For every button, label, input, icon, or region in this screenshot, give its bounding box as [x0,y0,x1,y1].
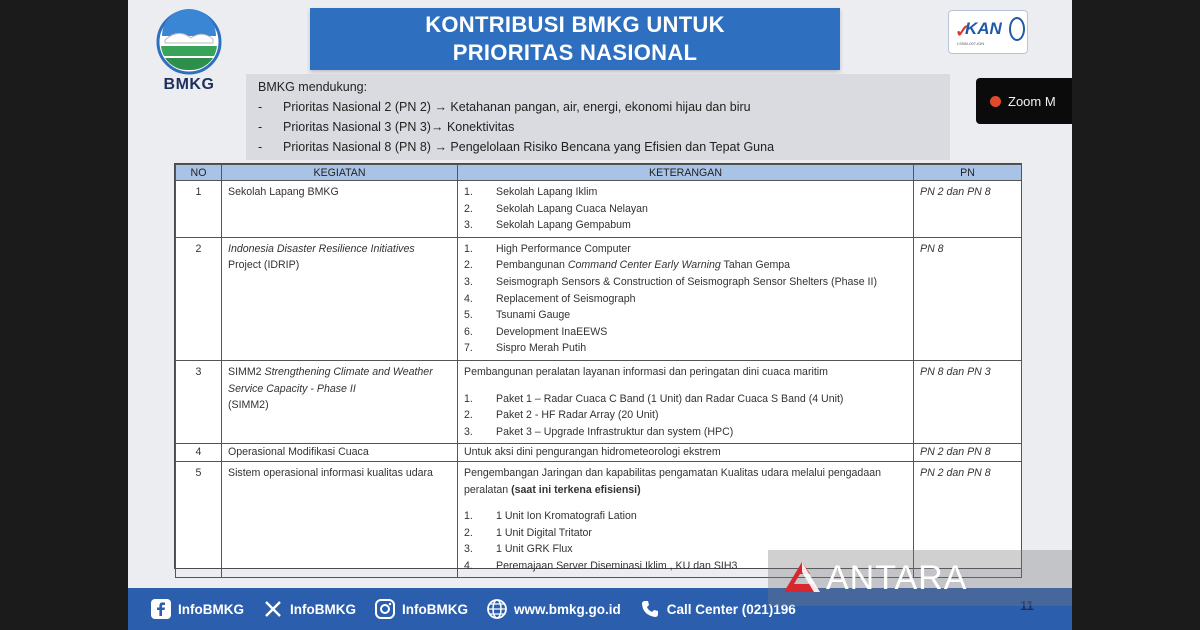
footer-facebook [150,598,244,620]
row-intro-text: Pengembangan Jaringan dan kapabilitas pengamatan Kualitas udara melalui pengadaan peralatan (saat ini terkena efisiensi) [464,466,881,496]
video-frame-right-border [1072,0,1200,630]
kan-badge-subtext: LSSM-007-IDN [957,41,985,46]
row-kegiatan: Sekolah Lapang BMKG [222,181,458,238]
x-icon [262,598,284,620]
footer-x [262,598,356,620]
list-item: 4. Peremajaan Server Diseminasi Iklim , KU dan SIH3 [464,559,738,572]
column-header-kegiatan: KEGIATAN [222,165,458,181]
kan-badge-text: KAN [965,19,1002,38]
list-item: 3. 1 Unit GRK Flux [464,543,573,556]
instagram-icon [374,598,396,620]
video-frame-left-border [0,0,128,630]
intro-item: - Prioritas Nasional 2 (PN 2) → Ketahanan pangan, air, energi, ekonomi hijau dan biru [258,100,751,114]
intro-item: - Prioritas Nasional 3 (PN 3)→ Konektivitas [258,120,515,134]
call-center-number: Call Center (021)196 [666,601,796,617]
website-url: www.bmkg.go.id [513,601,621,617]
row-pn: PN 2 dan PN 8 [914,444,1022,462]
intro-title: BMKG mendukung: [258,80,368,94]
slide-title-bar [310,8,840,70]
facebook-icon [150,598,172,620]
x-handle: InfoBMKG [289,601,356,617]
row-number: 2 [176,237,222,360]
list-item: 2. Paket 2 - HF Radar Array (20 Unit) [464,409,659,422]
slide-title-line-1: KONTRIBUSI BMKG UNTUK [425,12,725,37]
row-intro-text: Pembangunan peralatan layanan informasi dan peringatan dini cuaca maritim [464,365,828,378]
antara-logo-icon [780,558,822,598]
list-item: 4. Replacement of Seismograph [464,292,636,305]
row-keterangan [458,360,914,443]
bmkg-logo-text: BMKG [163,76,215,93]
zoom-recording-badge [976,78,1072,124]
row-kegiatan: Operasional Modifikasi Cuaca [222,444,458,462]
antara-watermark-text: ANTARA [826,558,968,597]
list-item: 1. Sekolah Lapang Iklim [464,186,598,198]
phone-icon [639,598,661,620]
list-item: 7. Sispro Merah Putih [464,342,587,355]
list-item: 1. High Performance Computer [464,242,631,255]
kan-seal-icon [1009,17,1025,41]
slide-page-number: 11 [1020,598,1034,613]
row-pn: PN 2 dan PN 8 [914,181,1022,238]
list-item: 3. Seismograph Sensors & Construction of Seismograph Sensor Shelters (Phase II) [464,275,877,288]
intro-item-text: Prioritas Nasional 8 (PN 8) → Pengelolaan Risiko Bencana yang Efisien dan Tepat Guna [283,140,775,154]
row-kegiatan: SIMM2 Strengthening Climate and Weather Service Capacity - Phase II (SIMM2) [222,360,458,443]
row-kegiatan: Indonesia Disaster Resilience Initiatives Project (IDRIP) [222,237,458,360]
facebook-handle: InfoBMKG [178,601,244,617]
table-row [176,360,1022,443]
intro-item-text: Prioritas Nasional 3 (PN 3)→ Konektivitas [283,120,515,134]
table-row [176,181,1022,238]
table-row [176,237,1022,360]
list-item: 2. Sekolah Lapang Cuaca Nelayan [464,202,648,215]
table-row [176,444,1022,462]
column-header-pn: PN [914,165,1022,181]
intro-item: - Prioritas Nasional 8 (PN 8) → Pengelolaan Risiko Bencana yang Efisien dan Tepat Guna [258,140,775,154]
row-number: 3 [176,360,222,443]
list-item: 3. Paket 3 – Upgrade Infrastruktur dan system (HPC) [464,425,734,438]
row-pn: PN 2 dan PN 8 [914,461,1022,578]
list-item: 6. Development InaEEWS [464,325,608,338]
antara-watermark [768,550,1072,606]
list-item: 5. Tsunami Gauge [464,309,571,322]
row-pn: PN 8 dan PN 3 [914,360,1022,443]
presentation-slide [128,0,1072,630]
list-item: 2. 1 Unit Digital Tritator [464,526,592,539]
zoom-badge-label: Zoom M [1008,93,1056,109]
record-dot-icon [990,96,1001,107]
column-header-keterangan: KETERANGAN [458,165,914,181]
row-number: 4 [176,444,222,462]
check-icon: ✓ [955,21,971,41]
globe-icon [486,598,508,620]
footer-instagram [374,598,468,620]
footer-website [486,598,621,620]
list-item: 3. Sekolah Lapang Gempabum [464,219,631,232]
slide-title-line-2: PRIORITAS NASIONAL [452,40,698,65]
row-kegiatan: Sistem operasional informasi kualitas udara [222,461,458,578]
row-pn: PN 8 [914,237,1022,360]
intro-box [246,74,950,160]
row-keterangan [458,181,914,238]
bmkg-logo-icon [150,6,228,76]
table-header-row [176,165,1022,181]
list-item: 1. 1 Unit Ion Kromatografi Lation [464,510,637,523]
kan-accreditation-badge [948,10,1028,54]
row-keterangan [458,237,914,360]
instagram-handle: InfoBMKG [401,601,468,617]
row-number: 1 [176,181,222,238]
list-item: 1. Paket 1 – Radar Cuaca C Band (1 Unit) dan Radar Cuaca S Band (4 Unit) [464,392,844,405]
row-number: 5 [176,461,222,578]
intro-item-text: Prioritas Nasional 2 (PN 2) → Ketahanan pangan, air, energi, ekonomi hijau dan biru [283,100,751,114]
activities-table [174,163,1022,572]
bmkg-logo [150,6,228,102]
column-header-no: NO [176,165,222,181]
row-keterangan: Untuk aksi dini pengurangan hidrometeorologi ekstrem [458,444,914,462]
list-item: 2. Pembangunan Command Center Early Warning Tahan Gempa [464,259,791,272]
